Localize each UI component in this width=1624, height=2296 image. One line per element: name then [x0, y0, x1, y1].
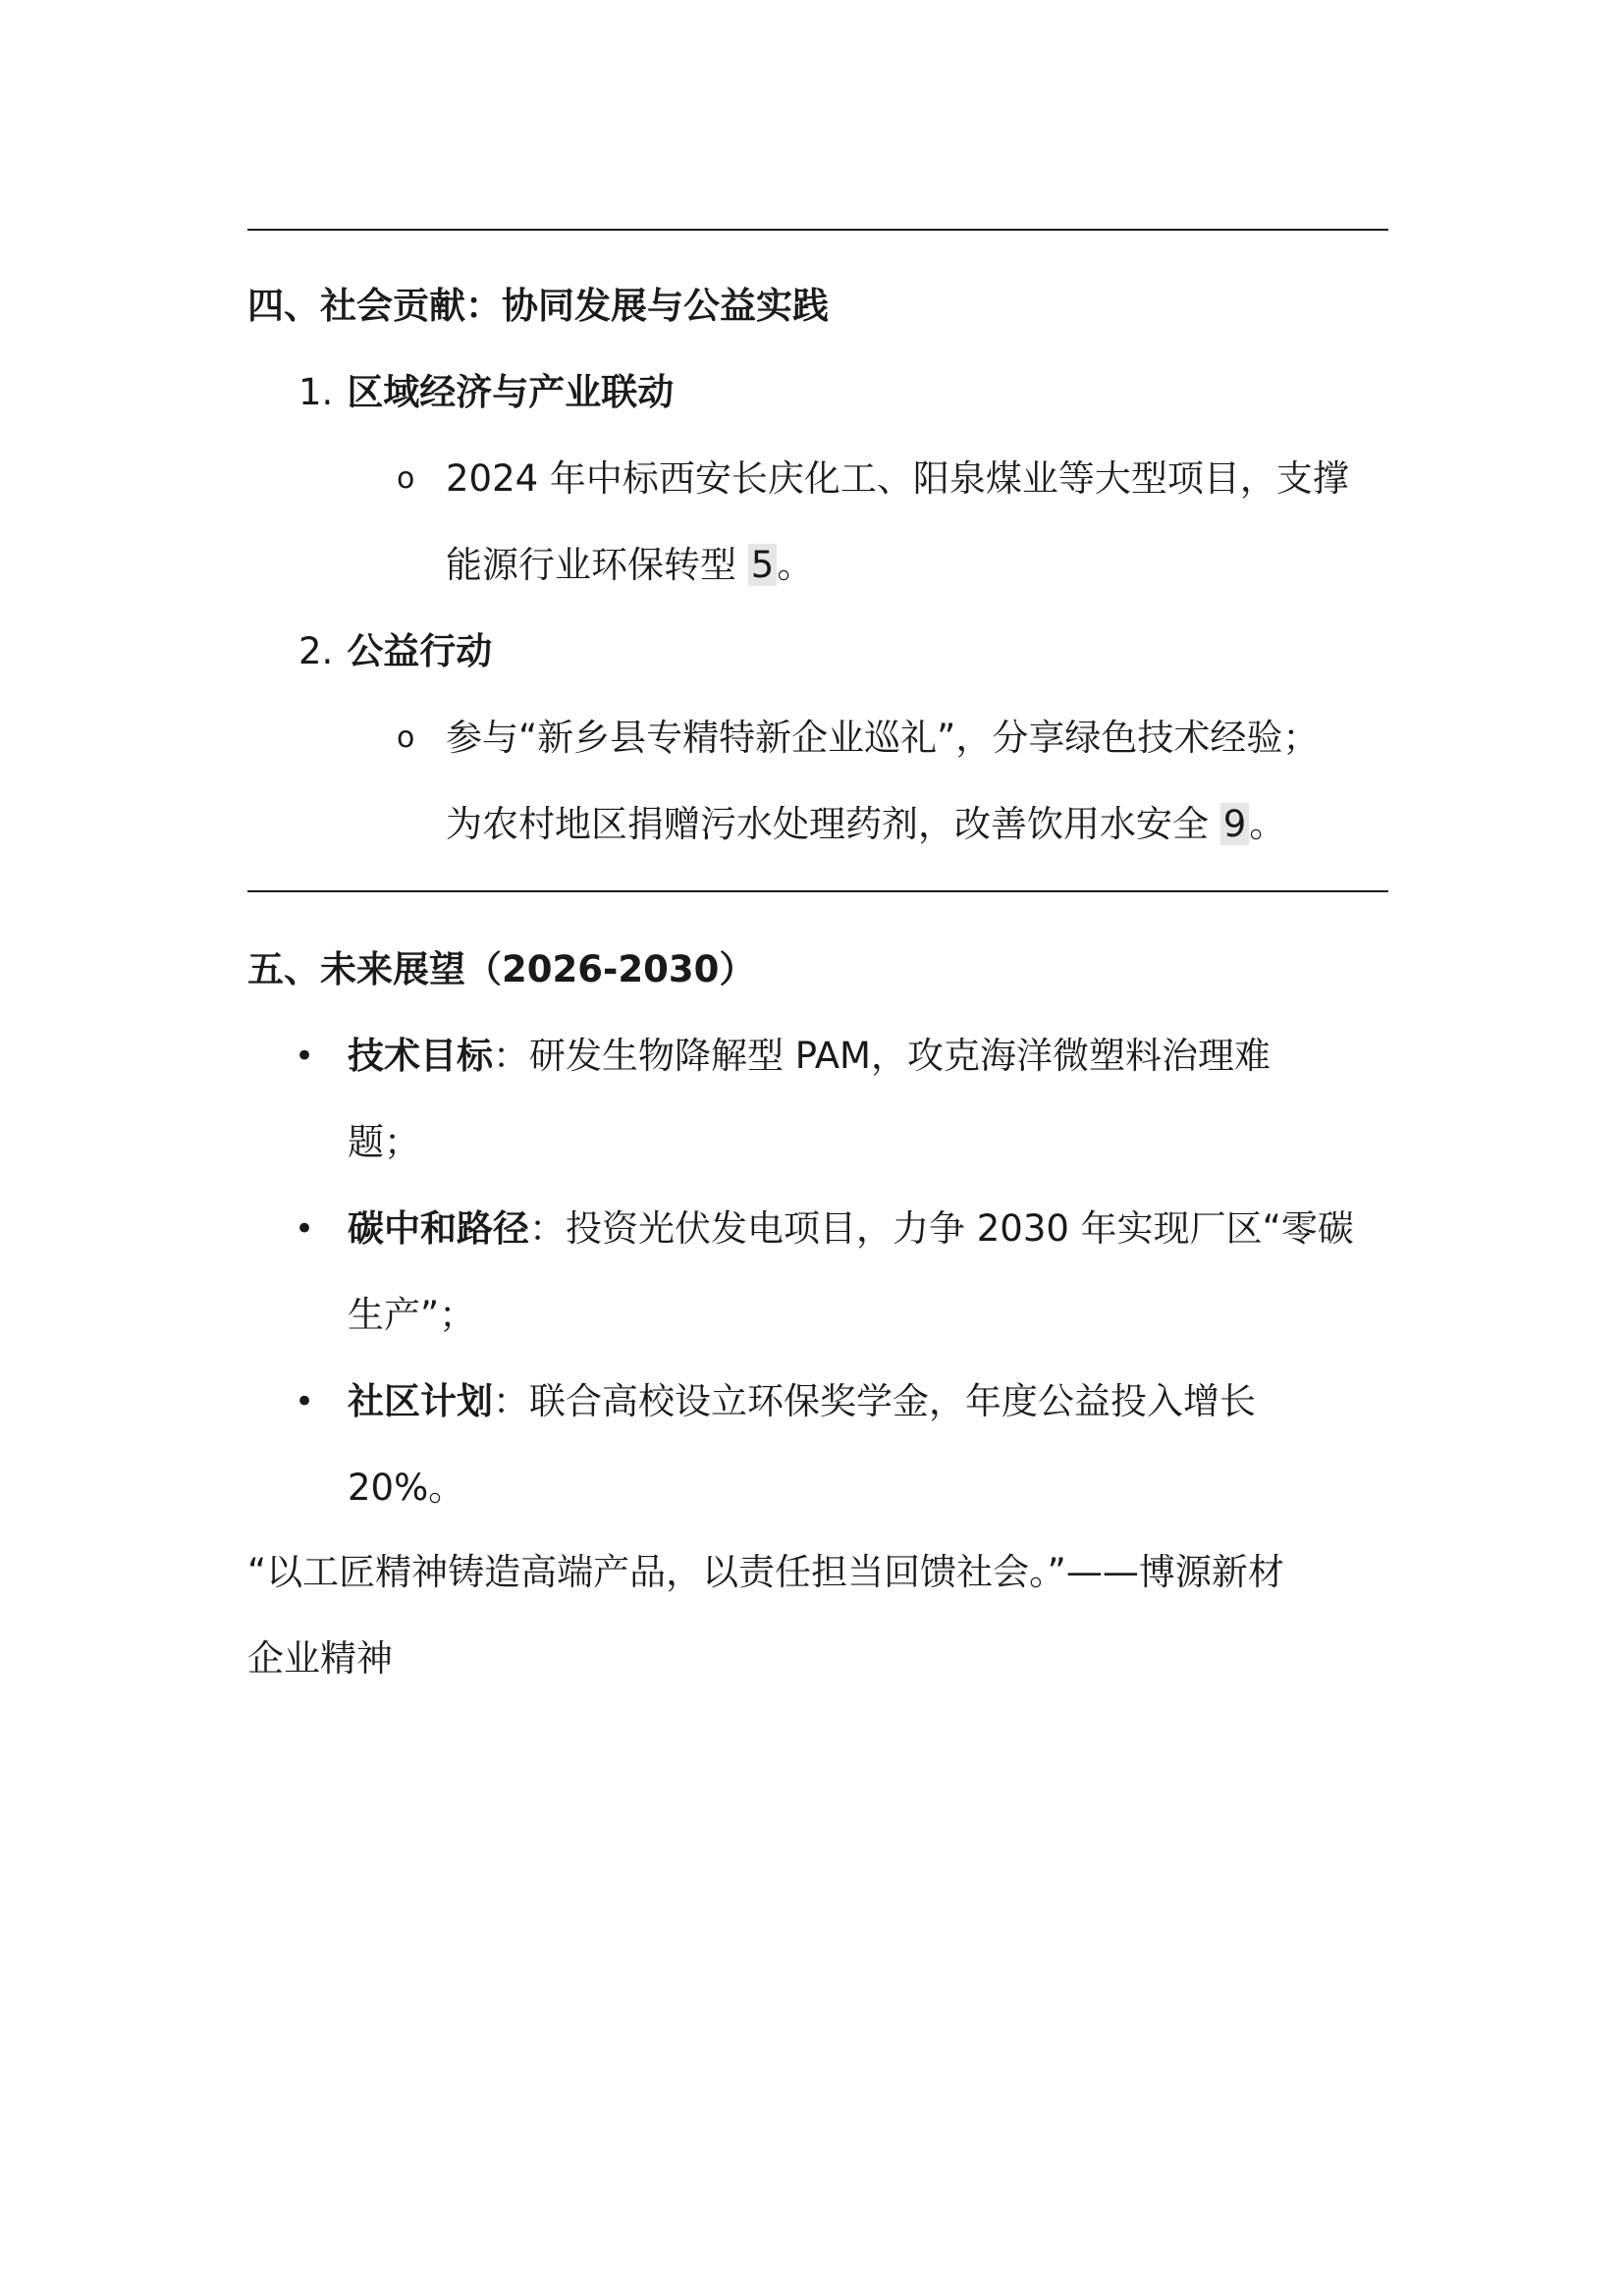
bullet-text: ：投资光伏发电项目，力争 2030 年实现厂区“零碳 — [529, 1207, 1354, 1250]
item-number: 2. — [298, 630, 334, 672]
document-page — [247, 0, 1388, 2296]
bullet-text-end: 。 — [777, 544, 814, 586]
section-heading: 四、社会贡献：协同发展与公益实践 — [247, 285, 829, 327]
dot-bullet-icon: • — [295, 1382, 315, 1421]
bullet-text-line — [348, 1378, 1256, 1425]
bullet-text: 能源行业环保转型 — [446, 544, 748, 586]
numbered-item — [298, 628, 492, 675]
item-number: 1. — [298, 371, 334, 413]
dot-bullet-icon: • — [295, 1209, 315, 1249]
bullet-text: ：研发生物降解型 PAM，攻克海洋微塑料治理难 — [493, 1035, 1271, 1077]
bullet-text-line — [446, 542, 813, 589]
quote-line: 企业精神 — [247, 1637, 393, 1680]
horizontal-rule — [247, 890, 1388, 892]
dot-bullet-icon: • — [295, 1037, 315, 1076]
quote-line: “以工匠精神铸造高端产品，以责任担当回馈社会。”——博源新材 — [247, 1551, 1284, 1593]
bullet-text: 为农村地区捐赠污水处理药剂，改善饮用水安全 — [446, 803, 1220, 845]
circle-bullet-icon: o — [397, 461, 415, 496]
bullet-text-line: 2024 年中标西安长庆化工、阳泉煤业等大型项目，支撑 — [446, 457, 1349, 500]
item-title: 公益行动 — [347, 630, 493, 672]
bullet-text-line — [348, 1033, 1271, 1080]
bullet-text-line — [446, 801, 1285, 848]
bullet-text-line: 生产”； — [348, 1294, 476, 1336]
bullet-label: 技术目标 — [348, 1035, 493, 1077]
reference-marker[interactable]: 9 — [1220, 803, 1250, 845]
horizontal-rule — [247, 229, 1388, 231]
bullet-label: 社区计划 — [348, 1380, 493, 1422]
item-title: 区域经济与产业联动 — [347, 371, 675, 413]
bullet-label: 碳中和路径 — [348, 1207, 529, 1250]
bullet-text-line — [348, 1205, 1354, 1253]
bullet-text-end: 。 — [1249, 803, 1286, 845]
bullet-text-line: 20%。 — [348, 1467, 465, 1509]
section-heading: 五、未来展望（2026-2030） — [247, 948, 756, 990]
numbered-item — [298, 369, 674, 416]
bullet-text-line: 参与“新乡县专精特新企业巡礼”，分享绿色技术经验； — [446, 717, 1320, 759]
bullet-text: ：联合高校设立环保奖学金，年度公益投入增长 — [493, 1380, 1256, 1422]
bullet-text-line: 题； — [348, 1121, 420, 1163]
circle-bullet-icon: o — [397, 721, 415, 755]
reference-marker[interactable]: 5 — [748, 544, 778, 586]
